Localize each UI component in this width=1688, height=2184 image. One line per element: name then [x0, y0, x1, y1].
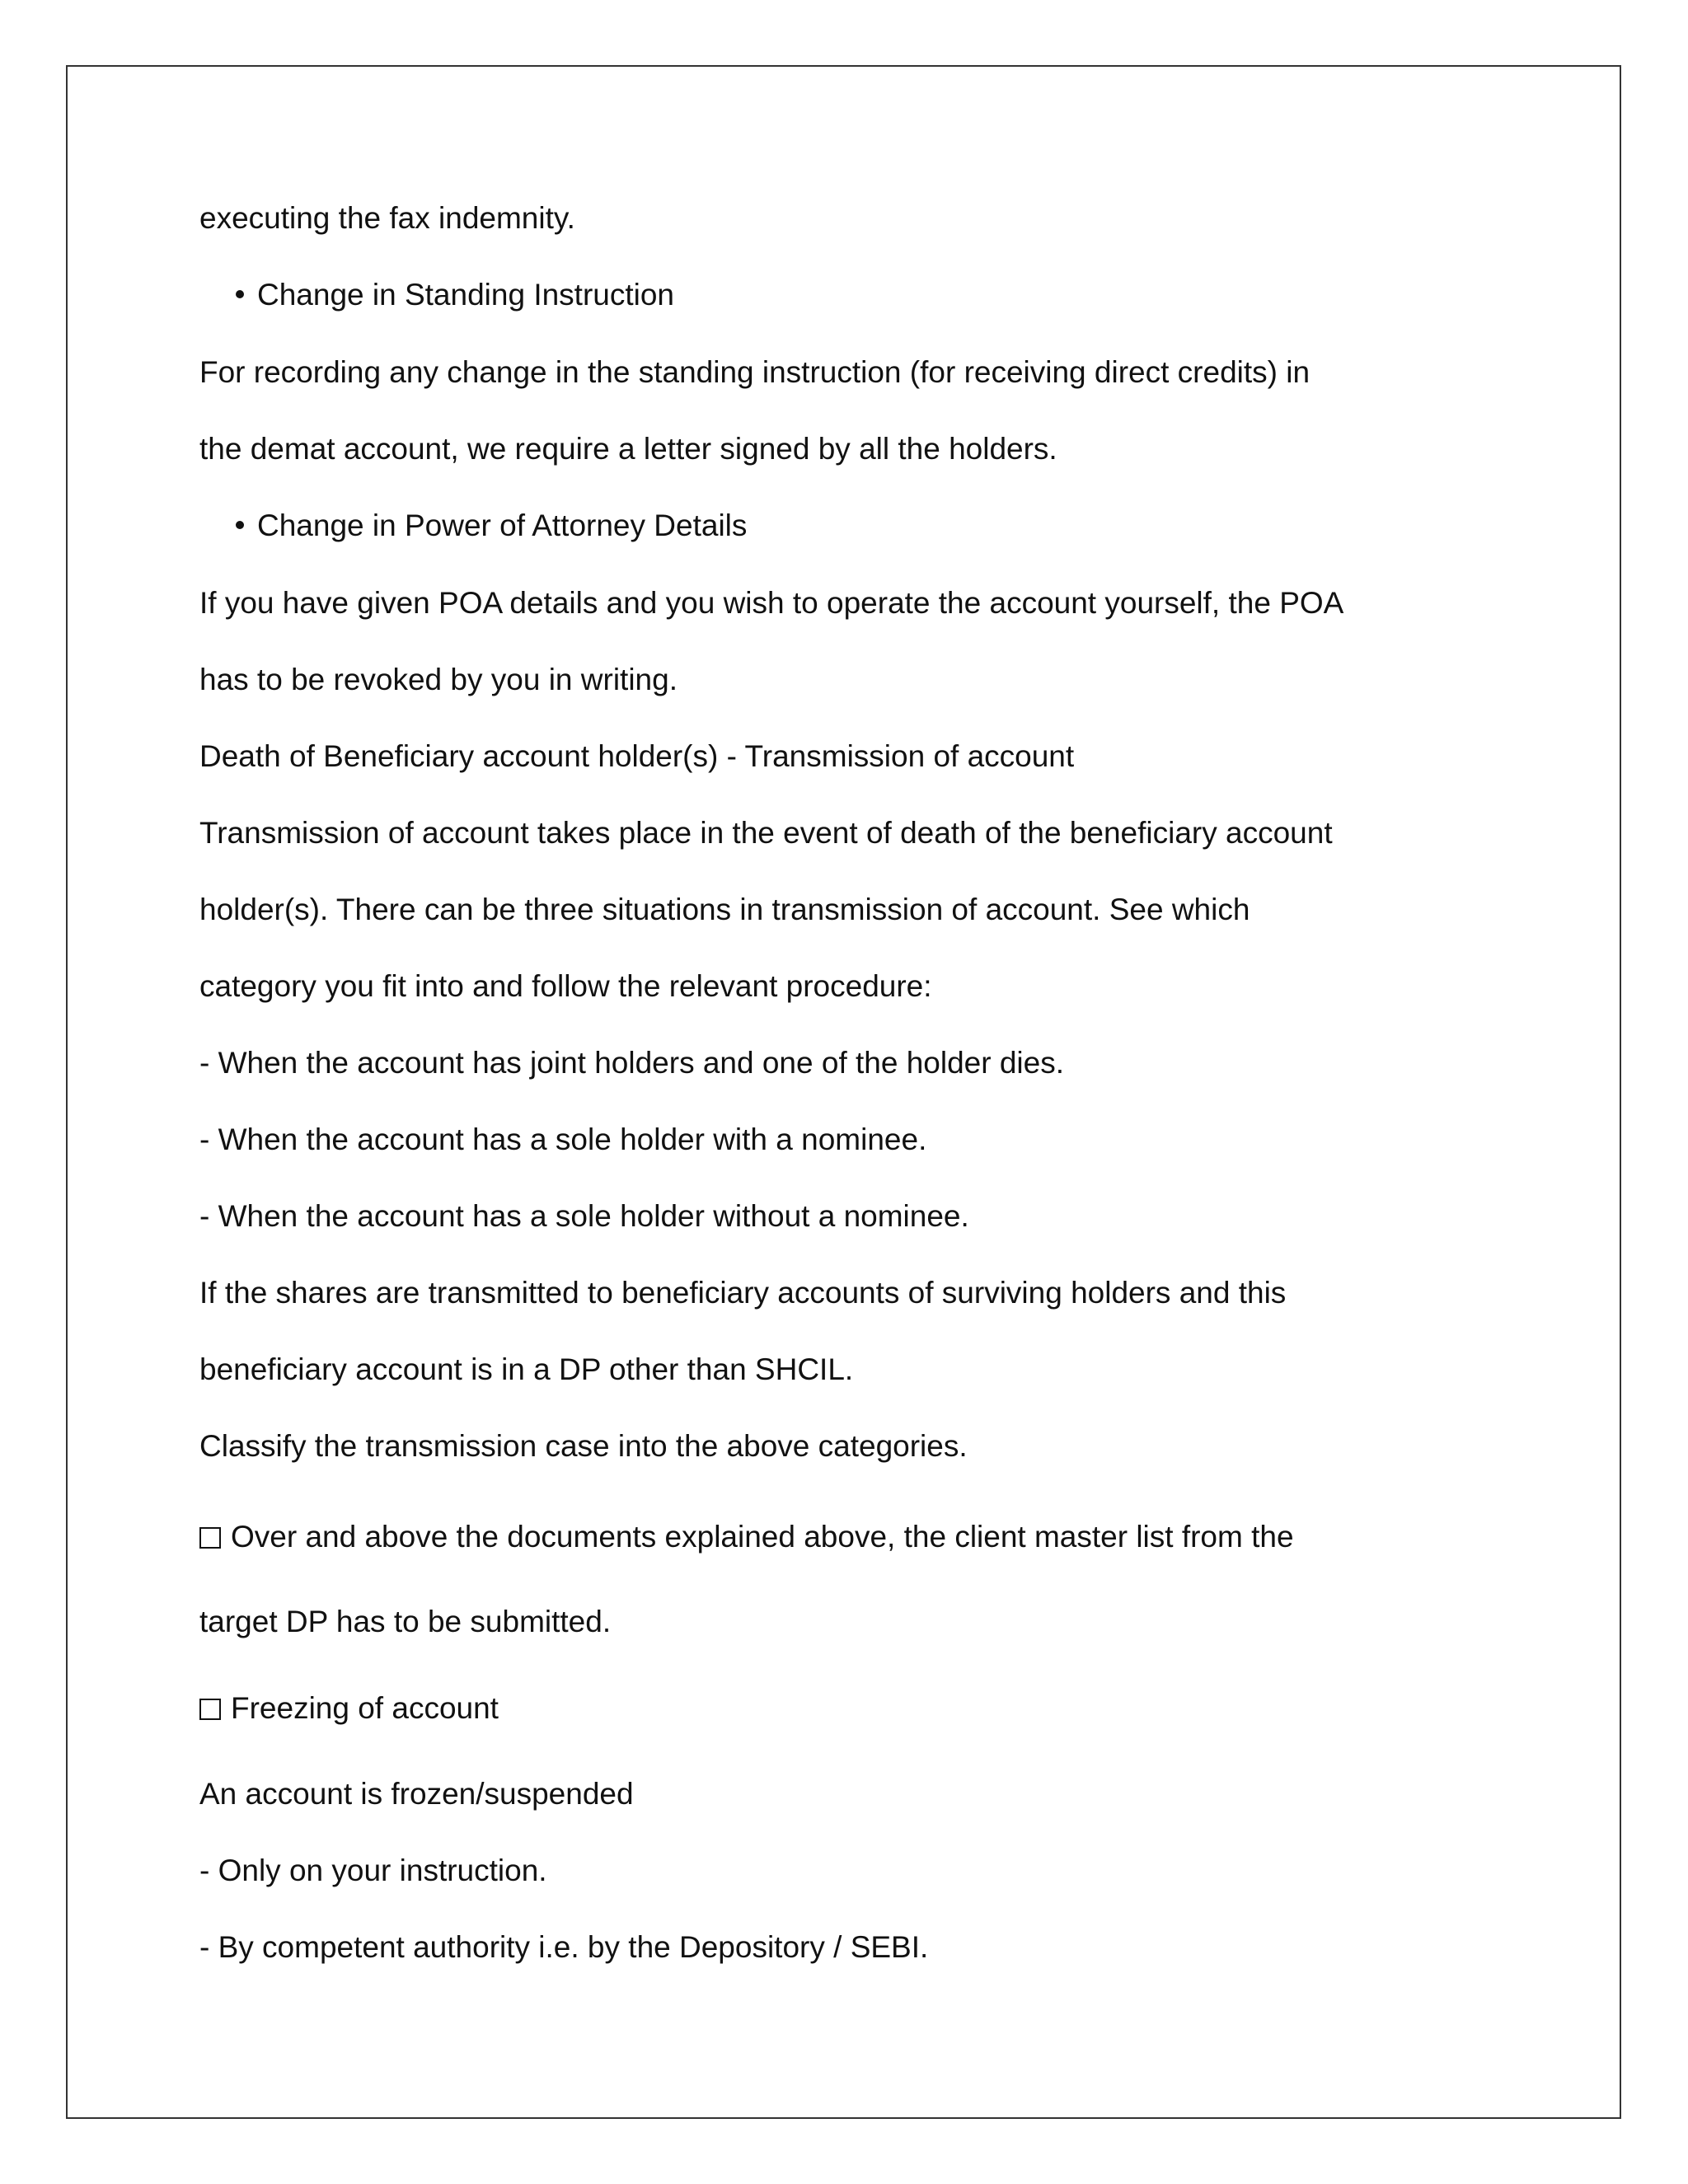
list-item [199, 1047, 1064, 1078]
checkbox-item [199, 1693, 499, 1723]
line-text: For recording any change in the standing instruction (for receiving direct credits) in [199, 355, 1311, 389]
text-line [199, 1431, 968, 1461]
checkbox-text: Over and above the documents explained above, the client master list from the [231, 1520, 1294, 1554]
text-line [199, 1606, 611, 1637]
line-text: If you have given POA details and you wish to operate the account yourself, the POA [199, 586, 1344, 620]
text-line [199, 894, 1250, 925]
checkbox-text: Freezing of account [231, 1691, 499, 1725]
list-item [199, 1124, 926, 1155]
line-text: beneficiary account is in a DP other than SHCIL. [199, 1352, 854, 1386]
line-text: Death of Beneficiary account holder(s) - Transmission of account [199, 739, 1075, 773]
line-text: - Only on your instruction. [199, 1854, 547, 1887]
text-line [199, 971, 932, 1001]
text-line [199, 818, 1333, 848]
bullet-text: Change in Standing Instruction [257, 278, 675, 312]
text-line [199, 203, 575, 233]
line-text: Transmission of account takes place in the event of death of the beneficiary account [199, 816, 1333, 850]
section-heading [199, 741, 1074, 771]
line-text: - When the account has joint holders and one of the holder dies. [199, 1046, 1065, 1080]
line-text: An account is frozen/suspended [199, 1777, 634, 1811]
text-line [199, 588, 1343, 618]
text-line [199, 434, 1057, 464]
text-line [199, 1779, 634, 1809]
bullet-icon [236, 521, 244, 529]
list-item [199, 1201, 969, 1231]
checkbox-icon [199, 1699, 221, 1720]
checkbox-icon [199, 1527, 221, 1549]
text-line [199, 664, 678, 695]
checkbox-item [199, 1521, 1294, 1552]
line-text: target DP has to be submitted. [199, 1605, 612, 1638]
line-text: the demat account, we require a letter signed by all the holders. [199, 432, 1057, 466]
list-item [199, 1932, 928, 1962]
list-item [199, 1855, 547, 1886]
line-text: - When the account has a sole holder without a nominee. [199, 1199, 969, 1233]
line-text: Classify the transmission case into the above categories. [199, 1429, 968, 1463]
line-text: If the shares are transmitted to beneficiary accounts of surviving holders and this [199, 1276, 1287, 1310]
bullet-text: Change in Power of Attorney Details [257, 509, 748, 542]
text-line [199, 1277, 1286, 1308]
bullet-item [257, 510, 747, 541]
line-text: category you fit into and follow the relevant procedure: [199, 969, 932, 1003]
line-text: executing the fax indemnity. [199, 201, 575, 235]
line-text: - When the account has a sole holder with a nominee. [199, 1122, 927, 1156]
text-line [199, 357, 1310, 387]
line-text: has to be revoked by you in writing. [199, 663, 678, 696]
line-text: holder(s). There can be three situations in transmission of account. See which [199, 893, 1250, 926]
bullet-item [257, 279, 674, 310]
bullet-icon [236, 290, 244, 298]
line-text: - By competent authority i.e. by the Depository / SEBI. [199, 1930, 929, 1964]
text-line [199, 1354, 853, 1385]
